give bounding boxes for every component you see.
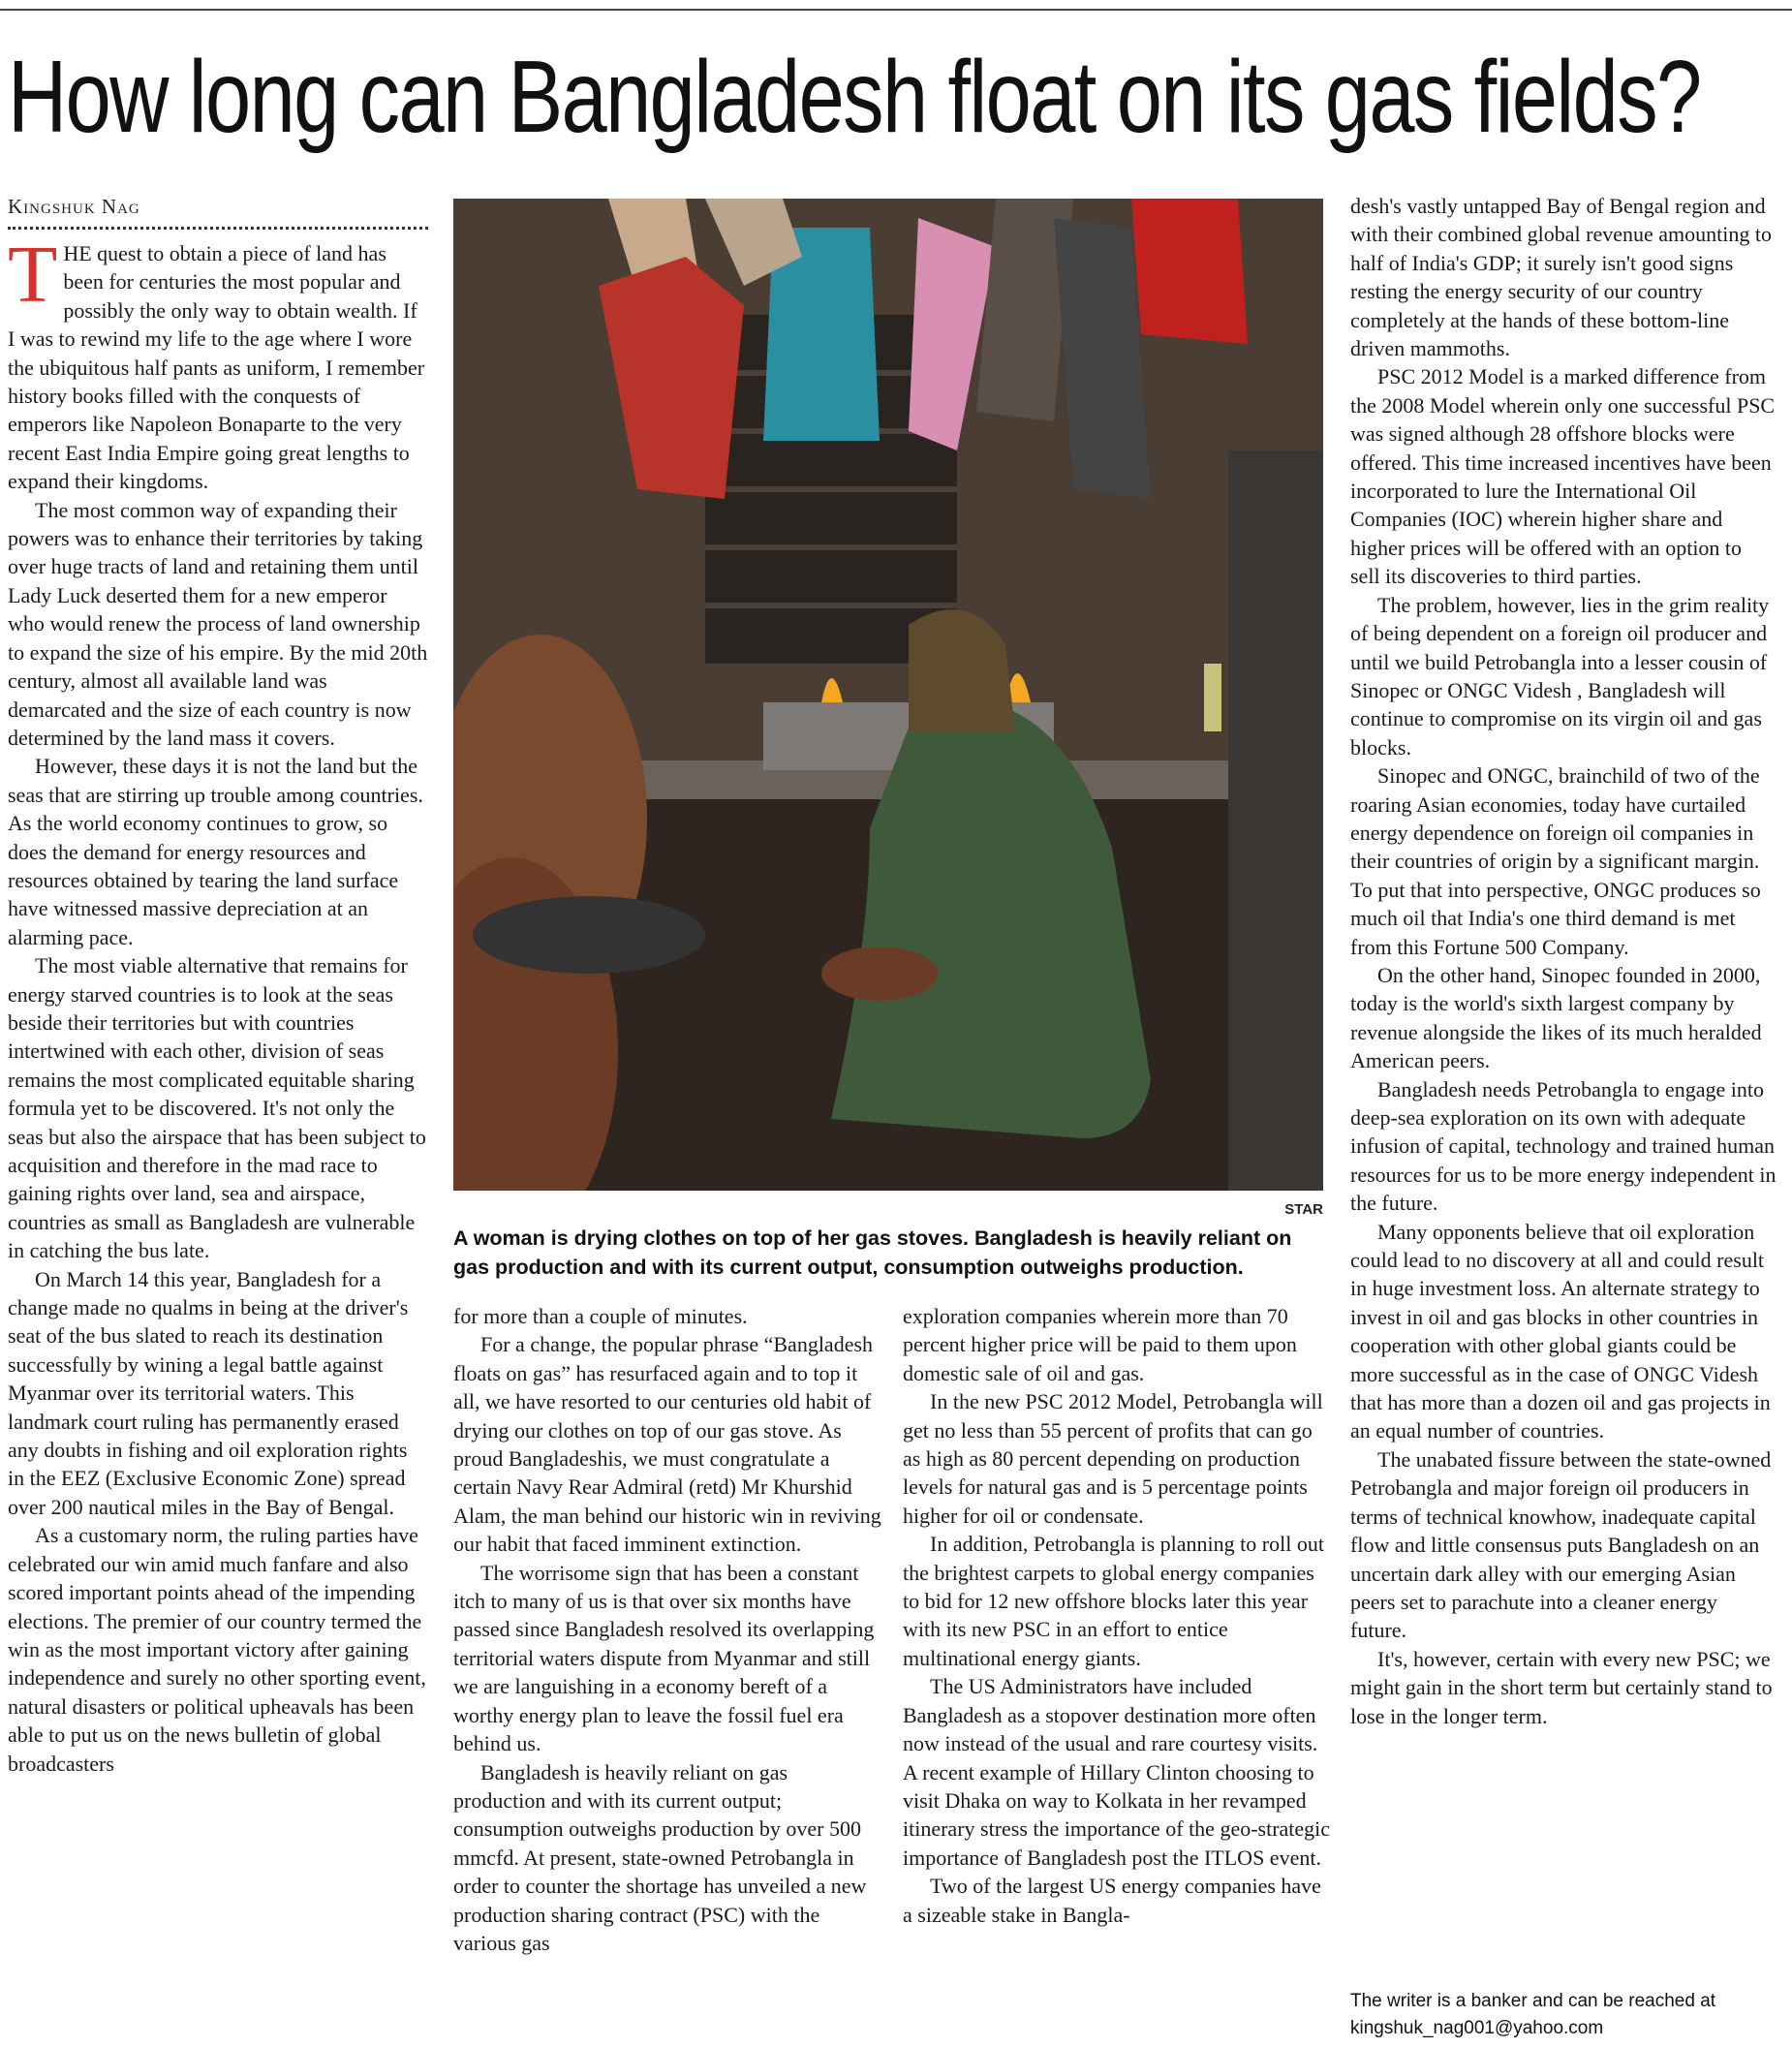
dropcap: T <box>8 230 58 320</box>
paragraph: Bangladesh is heavily reliant on gas production and with its current output; consumption outweighs production by over 500 mmcfd. At present, state-owned Petrobangla in order to counter the shortage has unveiled a new production sharing contract (PSC) with the various gas <box>453 1759 867 1955</box>
paragraph: Two of the largest US energy companies have a sizeable stake in Bangla- <box>903 1874 1321 1927</box>
photo-caption: A woman is drying clothes on top of her gas stoves. Bangladesh is heavily reliant on gas production and with its current output, consumption outweighs production. <box>453 1226 1292 1279</box>
paragraph: It's, however, certain with every new PSC; we might gain in the short term but certainly stand to lose in the longer term. <box>1350 1646 1773 1728</box>
headline: How long can Bangladesh float on its gas fields? <box>8 40 1701 154</box>
byline: Kingshuk Nag <box>8 192 428 230</box>
paragraph: Sinopec and ONGC, brainchild of two of the roaring Asian economies, today have curtailed energy dependence on foreign oil companies in their countries of origin by a significant margin. To put that into perspective, ONGC produces so much oil that India's one third demand is met from this Fortune 500 Company. <box>1350 763 1761 959</box>
article-column-4 <box>1350 192 1777 1730</box>
kitchen-photo <box>453 199 1323 1191</box>
photo-credit: STAR <box>1284 1201 1323 1218</box>
paragraph: On March 14 this year, Bangladesh for a change made no qualms in being at the driver's seat of the bus slated to reach its destination successfully by wining a legal battle against Myanmar over its territorial waters. This landmark court ruling has permanently erased any doubts in fishing and oil exploration rights in the EEZ (Exclusive Economic Zone) spread over 200 nautical miles in the Bay of Bengal. <box>8 1266 409 1519</box>
paragraph: Many opponents believe that oil exploration could lead to no discovery at all and could result in huge investment loss. An alternate strategy to invest in oil and gas blocks in other countries in cooperation with other global giants could be more successful as in the case of ONGC Videsh that has more than a dozen oil and gas projects in an equal number of countries. <box>1350 1219 1771 1443</box>
writer-note <box>1350 1988 1777 2042</box>
paragraph: The worrisome sign that has been a constant itch to many of us is that over six months have passed since Bangladesh resolved its overlapping territorial waters dispute from Myanmar and still we are languishing in a economy bereft of a worthy energy plan to leave the fossil fuel era behind us. <box>453 1560 875 1756</box>
article-column-3 <box>903 1302 1331 1929</box>
paragraph: In the new PSC 2012 Model, Petrobangla will get no less than 55 percent of profits that can go as high as 80 percent depending on production levels for natural gas and is 5 percentage points higher for oil or condensate. <box>903 1389 1323 1528</box>
paragraph: The unabated fissure between the state-owned Petrobangla and major foreign oil producers in terms of technical knowhow, inadequate capital flow and little consensus puts Bangladesh on an uncertain dark alley with our emerging Asian peers set to parachute into a cleaner energy future. <box>1350 1446 1772 1643</box>
paragraph: However, these days it is not the land but the seas that are stirring up trouble among countries. As the world economy continues to grow, so does the demand for energy resources and resources obtained by tearing the land surface have witnessed massive depreciation at an alarming pace. <box>8 754 423 949</box>
paragraph: The most viable alternative that remains for energy starved countries is to look at the seas beside their territories but with countries intertwined with each other, division of seas remains the most complicated equitable sharing formula yet to be discovered. It's not only the seas but also the airspace that has been subject to acquisition and therefore in the mad race to gaining rights over land, sea and airspace, countries as small as Bangladesh are vulnerable in catching the bus late. <box>8 953 426 1263</box>
paragraph: The problem, however, lies in the grim reality of being dependent on a foreign oil producer and until we build Petrobangla into a lesser cousin of Sinopec or ONGC Videsh , Bangladesh will continue to compromise on its virgin oil and gas blocks. <box>1350 592 1770 760</box>
lead-paragraph: HE quest to obtain a piece of land has been for centuries the most popular and possibly the only way to obtain wealth. If I was to rewind my life to the age where I wore the ubiquitous half pants as uniform, I remember history books filled with the conquests of emperors like Napoleon Bonaparte to the very recent East India Empire going great lengths to expand their kingdoms. <box>8 241 425 494</box>
paragraph: The most common way of expanding their powers was to enhance their territories by taking over huge tracts of land and retaining them until Lady Luck deserted them for a new emperor who would renew the process of land ownership to expand the size of his empire. By the mid 20th century, almost all available land was demarcated and the size of each country is now determined by the land mass it covers. <box>8 497 428 750</box>
paragraph: In addition, Petrobangla is planning to roll out the brightest carpets to global energy companies to bid for 12 new offshore blocks later this year with its new PSC in an effort to entice multinational energy giants. <box>903 1532 1324 1670</box>
top-rule <box>0 9 1792 11</box>
paragraph: The US Administrators have included Bangladesh as a stopover destination more often now instead of the usual and rare courtesy visits. A recent example of Hillary Clinton choosing to visit Dhaka on way to Kolkata in her revamped itinerary stress the importance of the geo-strategic importance of Bangladesh post the ITLOS event. <box>903 1674 1331 1870</box>
paragraph: On the other hand, Sinopec founded in 2000, today is the world's sixth largest company by revenue alongside the likes of its much heralded American peers. <box>1350 962 1762 1073</box>
continuation-paragraph: for more than a couple of minutes. <box>453 1304 748 1328</box>
paragraph: For a change, the popular phrase “Bangladesh floats on gas” has resurfaced again and to top it all, we have resorted to our centuries old habit of drying our clothes on top of our gas stove. As proud Bangladeshis, we must congratulate a certain Navy Rear Admiral (retd) Mr Khurshid Alam, the man behind our historic win in reviving our habit that faced imminent extinction. <box>453 1332 881 1557</box>
photo-illustration <box>453 199 1323 1191</box>
continuation-paragraph: desh's vastly untapped Bay of Bengal region and with their combined global revenue amounting to half of India's GDP; it surely isn't good signs resting the energy security of our country completely at the hands of these bottom-line driven mammoths. <box>1350 194 1773 361</box>
writer-note-text: The writer is a banker and can be reached at <box>1350 1991 1716 2011</box>
writer-email: kingshuk_nag001@yahoo.com <box>1350 2018 1604 2038</box>
continuation-paragraph: exploration companies wherein more than 70 percent higher price will be paid to them upon domestic sale of oil and gas. <box>903 1304 1297 1385</box>
paragraph: Bangladesh needs Petrobangla to engage into deep-sea exploration on its own with adequate infusion of capital, technology and trained human resources for us to be more energy independent in the future. <box>1350 1076 1777 1216</box>
article-column-1 <box>8 192 428 1778</box>
paragraph: As a customary norm, the ruling parties have celebrated our win amid much fanfare and also scored important points ahead of the impending elections. The premier of our country termed the win as the most important victory after gaining independence and surely no other sporting event, natural disasters or political upheavals has been able to put us on the news bulletin of global broadcasters <box>8 1523 426 1776</box>
article-column-2 <box>453 1302 881 1957</box>
paragraph: PSC 2012 Model is a marked difference from the 2008 Model wherein only one successful PSC was signed although 28 offshore blocks were offered. This time increased incentives have been incorporated to lure the International Oil Companies (IOC) wherein higher share and higher prices will be offered with an option to sell its discoveries to third parties. <box>1350 364 1776 589</box>
